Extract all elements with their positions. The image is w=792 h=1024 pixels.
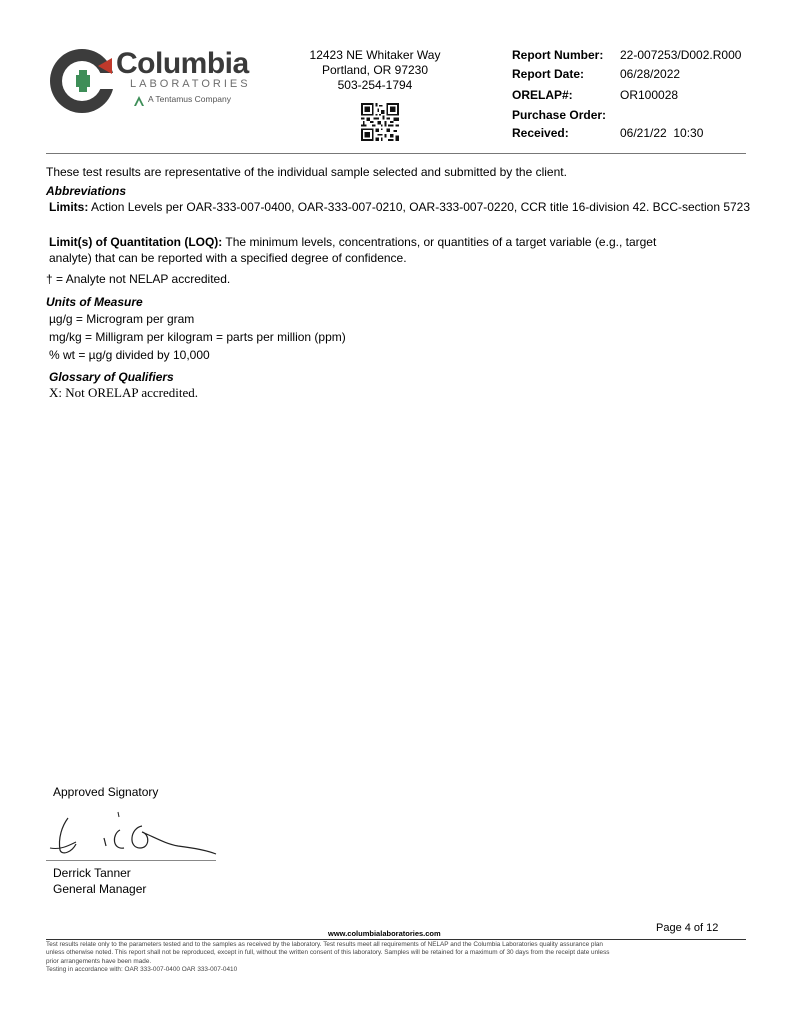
loq-text: The minimum levels, concentrations, or quantities of a target variable (e.g., target xyxy=(222,235,657,249)
received-label: Received: xyxy=(512,126,569,140)
signature-line xyxy=(46,860,216,861)
report-date-value: 06/28/2022 xyxy=(620,67,681,81)
purchase-order-label: Purchase Order: xyxy=(512,108,607,122)
footer-disclaimer xyxy=(46,941,746,974)
signatory-name: Derrick Tanner xyxy=(53,866,131,880)
units-heading: Units of Measure xyxy=(46,295,143,309)
address-phone: 503-254-1794 xyxy=(337,78,413,92)
glossary-heading: Glossary of Qualifiers xyxy=(49,370,174,384)
address-street: 12423 NE Whitaker Way xyxy=(309,48,441,62)
loq-line xyxy=(49,235,656,250)
tentamus-icon xyxy=(134,93,144,103)
disclaimer-line: Testing in accordance with: OAR 333-007-0400 OAR 333-007-0410 xyxy=(46,965,238,973)
brand-subtitle: LABORATORIES xyxy=(130,78,251,90)
signature-image xyxy=(46,808,218,862)
signatory-title: General Manager xyxy=(53,882,147,896)
received-value: 06/21/22 10:30 xyxy=(620,126,704,140)
orelap-value: OR100028 xyxy=(620,88,679,102)
page-number: Page 4 of 12 xyxy=(656,922,719,934)
footer-url[interactable]: www.columbialaboratories.com xyxy=(328,929,441,938)
unit-item: % wt = µg/g divided by 10,000 xyxy=(49,348,210,362)
limits-text: Action Levels per OAR-333-007-0400, OAR-333-007-0210, OAR-333-007-0220, CCR title 16-division 42. BCC-section 5723 xyxy=(88,200,751,214)
qr-code[interactable] xyxy=(361,103,399,141)
dagger-note: † = Analyte not NELAP accredited. xyxy=(46,272,231,286)
unit-item: µg/g = Microgram per gram xyxy=(49,312,195,326)
unit-item: mg/kg = Milligram per kilogram = parts per million (ppm) xyxy=(49,330,346,344)
report-date-label: Report Date: xyxy=(512,67,585,81)
brand-name: Columbia xyxy=(116,47,249,80)
address-city: Portland, OR 97230 xyxy=(321,63,429,77)
glossary-item: X: Not ORELAP accredited. xyxy=(49,385,198,400)
disclaimer-line: Test results relate only to the parameters tested and to the samples as received by the laboratory. Test results meet all requirements of NELAP and the Columbia Laboratories quality assurance plan xyxy=(46,941,603,948)
report-number-value: 22-007253/D002.R000 xyxy=(620,48,742,62)
report-number-label: Report Number: xyxy=(512,48,604,62)
loq-text-continued: analyte) that can be reported with a specified degree of confidence. xyxy=(49,251,407,265)
intro-text: These test results are representative of the individual sample selected and submitted by the client. xyxy=(46,165,567,179)
limits-label: Limits: xyxy=(49,200,89,214)
limits-line xyxy=(49,200,750,215)
disclaimer-line: unless otherwise noted. This report shall not be reproduced, except in full, without the written consent of this laboratory. Samples will be retained for a maximum of 30 days from the receipt date unless xyxy=(46,949,610,957)
footer-divider xyxy=(46,939,746,940)
header-divider xyxy=(46,153,746,154)
disclaimer-line: prior arrangements have been made. xyxy=(46,957,152,965)
brand-company: A Tentamus Company xyxy=(148,94,231,104)
abbreviations-heading: Abbreviations xyxy=(46,184,127,198)
loq-label: Limit(s) of Quantitation (LOQ): xyxy=(49,235,223,249)
orelap-label: ORELAP#: xyxy=(512,88,573,102)
signatory-heading: Approved Signatory xyxy=(53,785,159,799)
